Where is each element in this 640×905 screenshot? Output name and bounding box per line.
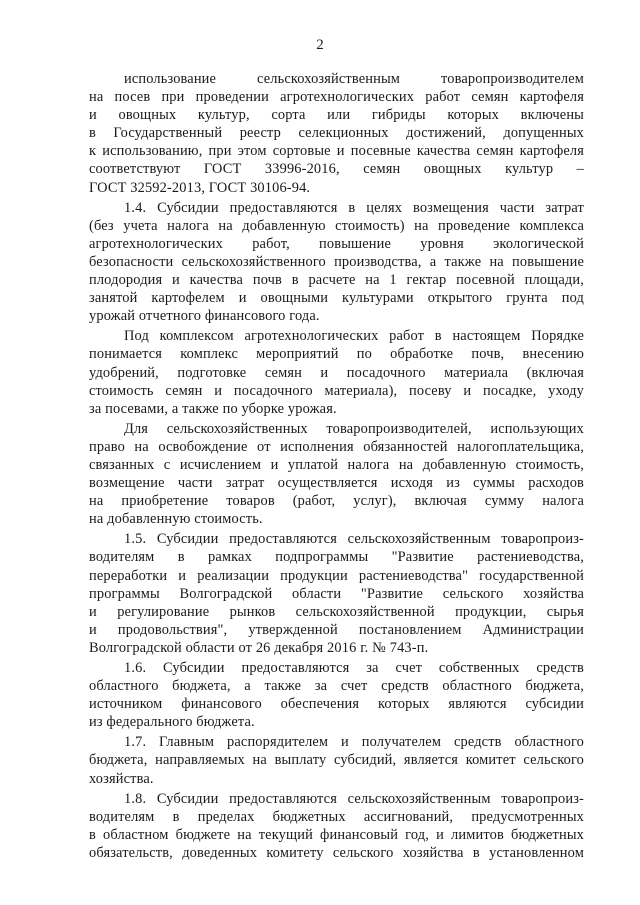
text-line: ГОСТ 32592-2013, ГОСТ 30106-94.: [89, 179, 311, 196]
text-line: и регулирование рынков сельскохозяйственной продукции, сырья: [89, 603, 584, 620]
page-number: 2: [316, 37, 324, 53]
text-line: удобрений, подготовке семян и посадочного материала (включая: [89, 364, 584, 381]
paragraph: [89, 420, 584, 529]
text-line: переработки и реализации продукции растениеводства" государственной: [89, 567, 584, 584]
text-line: 1.6. Субсидии предоставляются за счет собственных средств: [124, 660, 584, 676]
text-line: Под комплексом агротехнологических работ в настоящем Порядке: [124, 328, 584, 345]
text-line: соответствуют ГОСТ 33996-2016, семян овощных культур –: [89, 161, 584, 178]
text-line: и овощных культур, сорта или гибриды которых включены: [89, 107, 584, 124]
text-line: программы Волгоградской области "Развитие сельского хозяйства: [89, 585, 584, 602]
text-line: областного бюджета, а также за счет средств областного бюджета,: [89, 678, 584, 695]
text-line: занятой картофелем и овощными культурами открытого грунта под: [89, 290, 584, 307]
text-line: (без учета налога на добавленную стоимость) на проведение комплекса: [89, 217, 584, 234]
paragraph: [89, 70, 584, 197]
text-line: стоимость семян и посадочного материала), посеву и посадке, уходу: [89, 382, 584, 399]
text-line: из федерального бюджета.: [89, 714, 255, 731]
text-line: бюджета, направляемых на выплату субсидий, является комитет сельского: [89, 752, 584, 769]
text-line: урожай отчетного финансового года.: [89, 308, 320, 325]
text-line: 1.7. Главным распорядителем и получателем средств областного: [124, 734, 584, 751]
text-line: связанных с исчислением и уплатой налога на добавленную стоимость,: [89, 456, 584, 473]
text-line: право на освобождение от исполнения обязанностей налогоплательщика,: [89, 438, 584, 455]
text-line: безопасности сельскохозяйственного производства, а также на повышение: [89, 253, 584, 270]
text-line: водителям в пределах бюджетных ассигнований, предусмотренных: [89, 808, 584, 825]
document-body: [89, 70, 584, 862]
text-line: плодородия и качества почв в расчете на 1 гектар посевной площади,: [89, 272, 584, 289]
paragraph: [89, 733, 584, 787]
text-line: источником финансового обеспечения которых являются субсидии: [89, 696, 584, 713]
text-line: использование сельскохозяйственным товаропроизводителем: [124, 71, 584, 87]
text-line: в областном бюджете на текущий финансовый год, и лимитов бюджетных: [89, 826, 584, 843]
text-line: и продовольствия", утвержденной постановлением Администрации: [89, 621, 584, 638]
text-line: к использованию, при этом сортовые и посевные качества семян картофеля: [89, 143, 584, 160]
text-line: 1.8. Субсидии предоставляются сельскохозяйственным товаропроиз-: [124, 790, 584, 807]
text-line: понимается комплекс мероприятий по обработке почв, внесению: [89, 346, 584, 363]
paragraph: [89, 199, 584, 326]
text-line: Волгоградской области от 26 декабря 2016 г. № 743-п.: [89, 639, 429, 656]
text-line: возмещение части затрат осуществляется исходя из суммы расходов: [89, 475, 584, 492]
text-line: 1.5. Субсидии предоставляются сельскохозяйственным товаропроиз-: [124, 531, 584, 548]
text-line: хозяйства.: [89, 770, 154, 787]
paragraph: [89, 530, 584, 657]
text-line: водителям в рамках подпрограммы "Развитие растениеводства,: [89, 549, 584, 566]
text-line: агротехнологических работ, повышение уровня экологической: [89, 235, 584, 252]
text-line: в Государственный реестр селекционных достижений, допущенных: [89, 125, 584, 142]
text-line: обязательств, доведенных комитету сельского хозяйства в установленном: [89, 844, 584, 861]
text-line: на посев при проведении агротехнологических работ семян картофеля: [89, 89, 584, 106]
text-line: на добавленную стоимость.: [89, 511, 263, 528]
paragraph: [89, 790, 584, 862]
text-line: 1.4. Субсидии предоставляются в целях возмещения части затрат: [124, 199, 584, 216]
paragraph: [89, 327, 584, 417]
paragraph: [89, 659, 584, 731]
text-line: Для сельскохозяйственных товаропроизводителей, использующих: [124, 420, 584, 437]
text-line: на приобретение товаров (работ, услуг), включая сумму налога: [89, 493, 584, 510]
text-line: за посевами, а также по уборке урожая.: [89, 400, 337, 417]
